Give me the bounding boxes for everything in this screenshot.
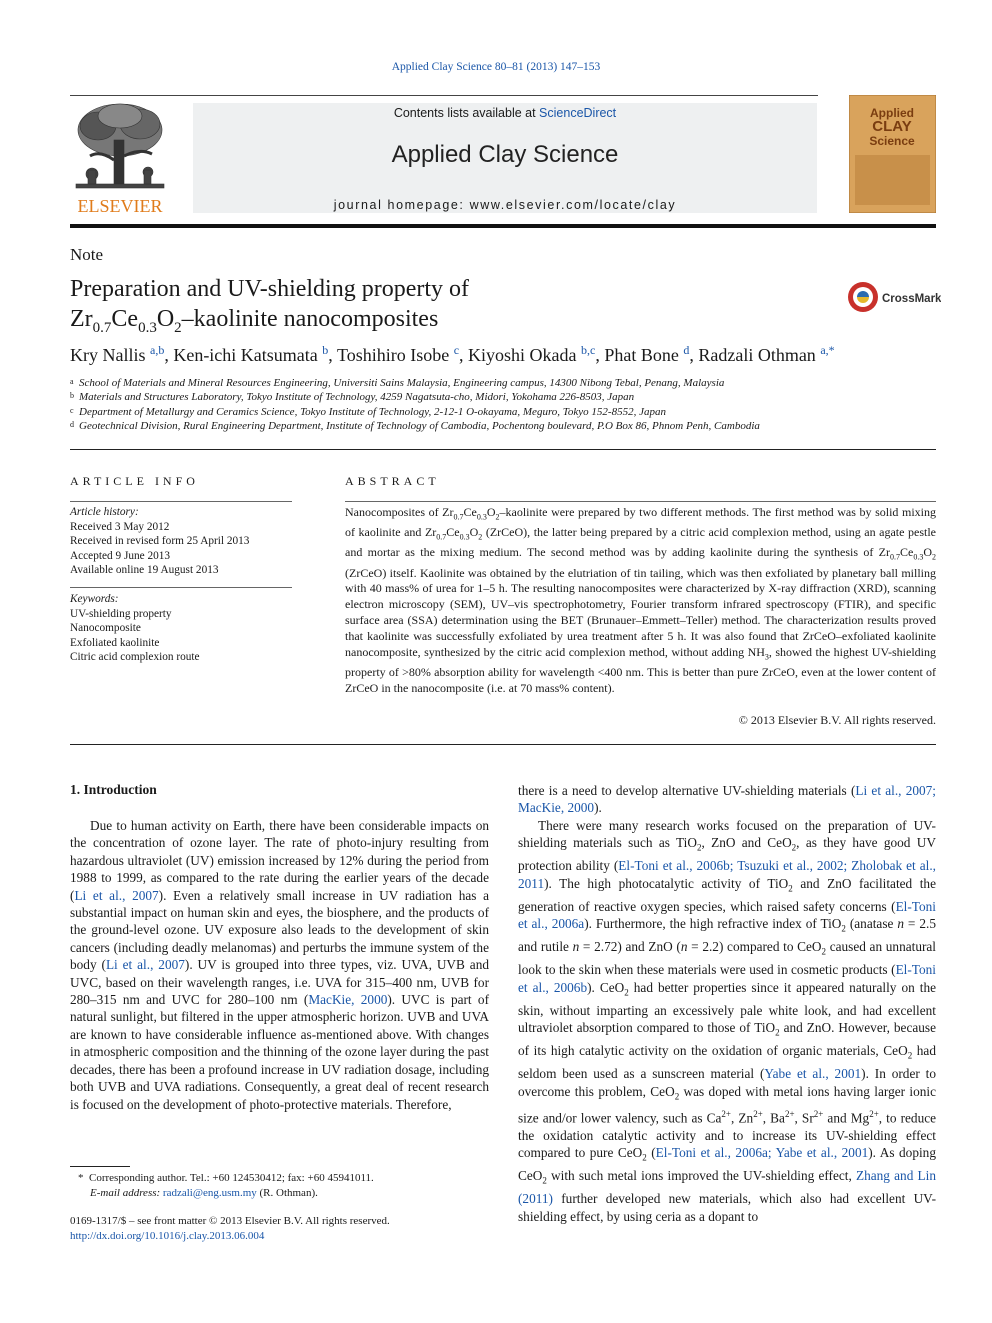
reference-link[interactable]: MacKie, 2000 bbox=[308, 992, 388, 1008]
divider bbox=[70, 501, 292, 502]
author-name: Toshihiro Isobe bbox=[336, 345, 450, 365]
reference-link[interactable]: Li et al., 2007 bbox=[74, 887, 159, 903]
journal-homepage[interactable]: journal homepage: www.elsevier.com/locate/clay bbox=[333, 198, 677, 212]
reference-link[interactable]: El-Toni et al., 2006a; Yabe et al., 2001 bbox=[655, 1144, 869, 1160]
article-history: Article history: Received 3 May 2012 Received in revised form 25 April 2013 Accepted 9 June 2013 Available online 19 August 2013 bbox=[70, 506, 250, 576]
author-affiliation-link[interactable]: c bbox=[453, 343, 460, 357]
abstract-body: Nanocomposites of $Zr_{0.7}Ce_{0.3}O_2$–kaolinite were prepared by two different methods. The first method was by solid mixing of kaolinite and $Zr_{0.7}Ce_{0.3}O_2$ (ZrCeO), the latter being prepared by a citric acid complexion method, using an agate pestle and mortar as the mixing medium. The second method was by adding kaolinite during the synthesis of $Zr_{0.7}Ce_{0.3}O_2$ (ZrCeO) itself. Kaolinite was obtained by the elutriation of tin tailing, which was then exfoliated by planetary ball milling with 40 mass% of urea for 1–5 h. The resulting nanocomposites were characterized by X-ray diffraction (XRD), scanning electron microscopy (SEM), UV–vis spectrophotometry, Fourier transform infrared spectroscopy (FTIR), and specific surface area (SSA) determination using the BET (Brunauer–Emmett–Teller) method. The characterization results proved that kaolinite was successfully exfoliated by urea treatment after 5 h. It was also found that ZrCeO–exfoliated kaolinite nanocomposite, synthesized by the citric acid complexion method, without adding $NH_3$, showed the highest UV-shielding property of >80% absorption ability for wavelength <400 nm. This is better than pure ZrCeO, even at the lower content of ZrCeO in the nanocomposite (i.e. at 70 mass% content). bbox=[345, 505, 937, 695]
journal-cover-image bbox=[849, 95, 936, 213]
author-name: Ken-ichi Katsumata bbox=[173, 345, 318, 365]
abstract-heading: ABSTRACT bbox=[345, 474, 440, 488]
affiliation-list bbox=[70, 376, 936, 434]
author-affiliation-link[interactable]: b bbox=[322, 343, 329, 357]
journal-title: Applied Clay Science bbox=[391, 141, 619, 168]
keyword: Exfoliated kaolinite bbox=[70, 636, 160, 649]
svg-text:CLAY: CLAY bbox=[872, 118, 912, 135]
crossmark-badge[interactable] bbox=[846, 280, 941, 316]
affiliation-item: d Geotechnical Division, Rural Engineering Department, Institute of Technology of Cambodia, Pochentong boulevard, P.O Box 86, Phnom Penh, Cambodia bbox=[70, 420, 760, 433]
author-affiliation-link[interactable]: d bbox=[683, 343, 690, 357]
divider bbox=[70, 744, 936, 745]
svg-text:Applied: Applied bbox=[870, 106, 914, 120]
sciencedirect-link[interactable]: ScienceDirect bbox=[539, 106, 617, 120]
keyword: UV-shielding property bbox=[70, 607, 172, 620]
corresponding-author-note: * Corresponding author. Tel.: +60 124530412; fax: +60 45941011. E-mail address: radzali@eng.usm.my (R. Othman). bbox=[78, 1172, 374, 1199]
keyword: Nanocomposite bbox=[70, 622, 141, 634]
reference-link[interactable]: Li et al., 2007; MacKie, 2000 bbox=[518, 783, 937, 816]
author-affiliation-link[interactable]: b,c bbox=[581, 343, 596, 357]
author-name: Kiyoshi Okada bbox=[468, 345, 577, 365]
keyword: Citric acid complexion route bbox=[70, 651, 200, 663]
reference-link[interactable]: Yabe et al., 2001 bbox=[764, 1066, 862, 1082]
section-heading-introduction: 1. Introduction bbox=[70, 782, 157, 797]
journal-citation-link[interactable]: Applied Clay Science 80–81 (2013) 147–153 bbox=[391, 61, 601, 73]
affiliation-item: a School of Materials and Mineral Resources Engineering, Universiti Sains Malaysia, Engineering campus, 14300 Nibong Tebal, Penang, Malaysia bbox=[70, 377, 725, 389]
reference-link[interactable]: El-Toni et al., 2006b; Tsuzuki et al., 2002; Zholobak et al., 2011 bbox=[518, 858, 936, 891]
svg-text:Science: Science bbox=[869, 134, 915, 148]
divider bbox=[70, 587, 292, 588]
article-title: Preparation and UV-shielding property of $Zr_{0.7}Ce_{0.3}O_2$–kaolinite nanocomposites bbox=[70, 276, 470, 336]
article-info-heading: ARTICLE INFO bbox=[70, 474, 199, 488]
divider bbox=[70, 449, 936, 450]
author-affiliation-link[interactable]: a,* bbox=[820, 343, 835, 357]
keywords-list: Keywords: UV-shielding property Nanocomposite Exfoliated kaolinite Citric acid complexion route bbox=[70, 592, 300, 665]
footnote-rule bbox=[70, 1166, 130, 1167]
reference-link[interactable]: El-Toni et al., 2006b bbox=[518, 962, 936, 995]
author-name: Phat Bone bbox=[604, 345, 679, 365]
author-name: Kry Nallis bbox=[70, 345, 146, 365]
author-affiliation-link[interactable]: a,b bbox=[150, 343, 165, 357]
reference-link[interactable]: El-Toni et al., 2006a bbox=[518, 898, 936, 932]
body-column-right: there is a need to develop alternative UV-shielding materials (Li et al., 2007; MacKie, 2000). There were many research works focused on the preparation of UV-shielding materials such as TiO$_2$, ZnO and CeO$_2$, as they have good UV protection ability (El-Toni et al., 2006b; Tsuzuki et al., 2002; Zholobak et al., 2011). The high photocatalytic activity of TiO$_2$ and ZnO facilitated the generation of reactive oxygen species, which raised safety concerns (El-Toni et al., 2006a). Furthermore, the high refractive index of TiO$_2$ (anatase n = 2.5 and rutile n = 2.72) and ZnO (n = 2.2) compared to CeO$_2$ caused an unnatural look to the skin when these materials were used in cosmetic products (El-Toni et al., 2006b). CeO$_2$ had better properties since it appeared naturally on the skin, without imparting an excessively pale white look, and had excellent ultraviolet absorption compared to those of TiO$_2$ and ZnO. However, because of its high catalytic activity on the oxidation of organic materials, CeO$_2$ had seldom been used as a sunscreen material (Yabe et al., 2001). In order to overcome this problem, CeO$_2$ was doped with metal ions having larger ionic size and/or lower valency, such as $Ca^{2+}$, $Zn^{2+}$, $Ba^{2+}$, $Sr^{2+}$ and $Mg^{2+}$, to reduce the oxidation catalytic activity and to increase its UV-shielding effect compared to pure CeO$_2$ (El-Toni et al., 2006a; Yabe et al., 2001). As doping CeO$_2$ with such metal ions improved the UV-shielding effect, Zhang and Lin (2011) further developed new materials, which also had excellent UV-shielding effect, by using ceria as a dopant to bbox=[518, 783, 937, 1224]
body-column-left: Due to human activity on Earth, there have been considerable impacts on the concentration of ozone layer. The rate of photo-injury resulting from hazardous ultraviolet (UV) emission increased by 12% during the period from 1988 to 1999, as compared to the rate during the earlier years of the decade (Li et al., 2007). Even a relatively small increase in UV radiation has a substantial impact on human skin and eyes, the biosphere, and the products of the ground-level ozone. UV exposure also leads to the development of skin cancers (including deadly melanomas) and perturbs the immune system of the body (Li et al., 2007). UV is grouped into three types, viz. UVA, UVB and UVC, based on their wavelength ranges, i.e. UVA for 315–400 nm, UVB for 280–315 nm and UVC for 280–100 nm (MacKie, 2000). UVC is part of natural sunlight, but filtered in the upper atmospheric horizon. UVB and UVA are known to have considerable influence as-mentioned above. With changes in atmospheric composition and the thinning of the ozone layer during the past decades, there has been a profound increase in UV radiation dosage, including both UVB and UVA radiations. Consequently, a great deal of recent research is focused on the development of photo-protective materials. Therefore, bbox=[70, 818, 489, 1112]
issn-note: 0169-1317/$ – see front matter © 2013 Elsevier B.V. All rights reserved. http://dx.doi.org/10.1016/j.clay.2013.06.004 bbox=[70, 1215, 390, 1242]
header-thick-rule bbox=[70, 224, 936, 228]
reference-link[interactable]: Zhang and Lin (2011) bbox=[518, 1168, 936, 1207]
elsevier-logo bbox=[70, 100, 170, 216]
author-name: Radzali Othman bbox=[698, 345, 816, 365]
affiliation-item: c Department of Metallurgy and Ceramics Science, Tokyo Institute of Technology, 2-12-1 O-okayama, Meguro, Tokyo 152-8552, Japan bbox=[70, 405, 666, 418]
doi-link[interactable]: http://dx.doi.org/10.1016/j.clay.2013.06.004 bbox=[70, 1230, 265, 1242]
divider bbox=[345, 501, 936, 502]
svg-text:ELSEVIER: ELSEVIER bbox=[77, 196, 163, 216]
header-rule bbox=[70, 95, 818, 96]
affiliation-item: b Materials and Structures Laboratory, Tokyo Institute of Technology, 4259 Nagatsuta-cho, Midori, Yokohama 226-8503, Japan bbox=[70, 391, 635, 404]
contents-line: Contents lists available at ScienceDirect bbox=[393, 106, 617, 120]
email-link[interactable]: radzali@eng.usm.my bbox=[162, 1187, 257, 1199]
reference-link[interactable]: Li et al., 2007 bbox=[105, 957, 185, 973]
copyright-notice: © 2013 Elsevier B.V. All rights reserved. bbox=[738, 713, 936, 727]
svg-text:CrossMark: CrossMark bbox=[882, 293, 941, 305]
author-list: Kry Nallis $^{a,b}$, Ken-ichi Katsumata $^b$, Toshihiro Isobe $^c$, Kiyoshi Okada $^{b,c}$, Phat Bone $^d$, Radzali Othman $^{a,*}$ bbox=[70, 343, 835, 365]
article-type: Note bbox=[70, 245, 104, 264]
